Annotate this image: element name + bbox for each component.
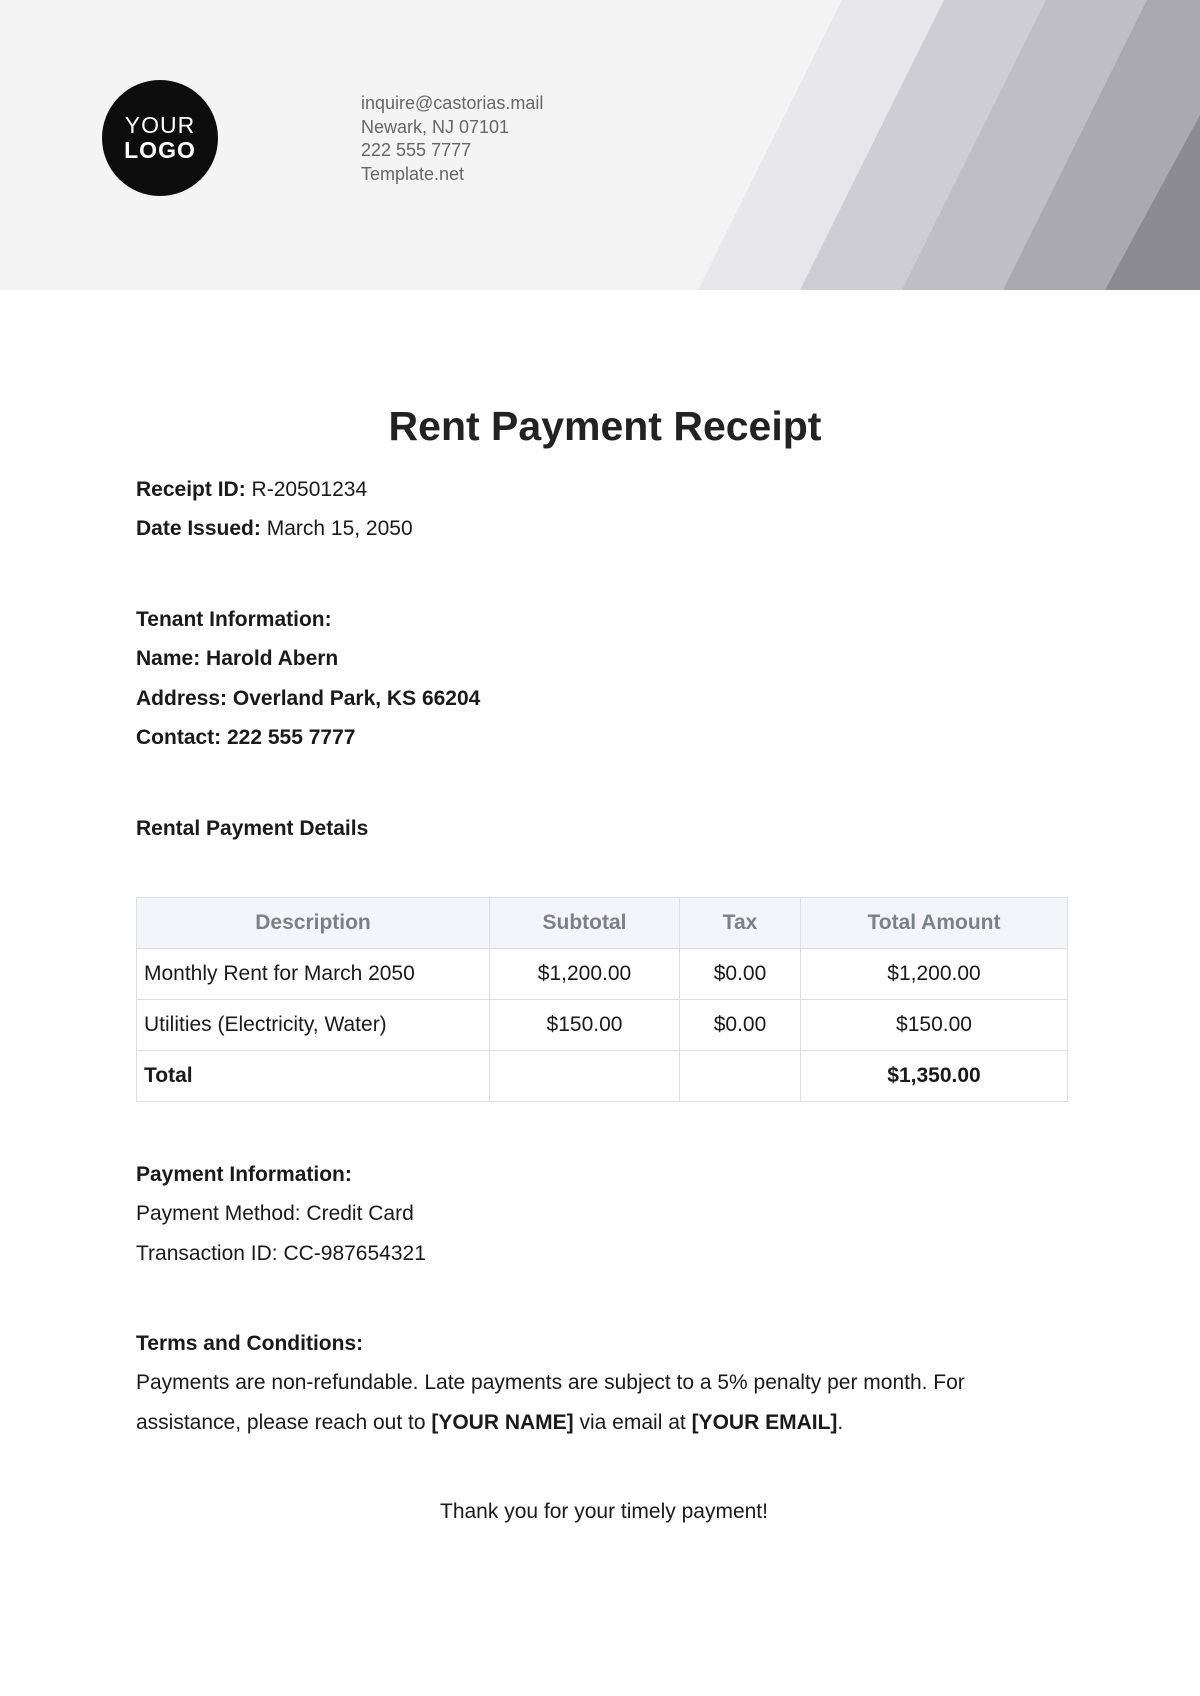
- terms-text: via email at: [573, 1411, 692, 1434]
- total-value: $1,350.00: [801, 1051, 1068, 1102]
- receipt-id: [136, 477, 367, 503]
- cell-subtotal: $150.00: [490, 1000, 680, 1051]
- table-total-row: [137, 1051, 1068, 1102]
- cell-tax: $0.00: [680, 1000, 801, 1051]
- col-subtotal: Subtotal: [490, 898, 680, 949]
- logo-line1: YOUR: [124, 112, 196, 138]
- transaction-id: Transaction ID: CC-987654321: [136, 1242, 426, 1265]
- tenant-heading: Tenant Information:: [136, 608, 332, 631]
- date-issued-value: March 15, 2050: [266, 517, 413, 540]
- logo: [102, 80, 218, 196]
- table-row: [137, 949, 1068, 1000]
- payment-table: [136, 897, 1068, 1102]
- details-heading: Rental Payment Details: [136, 817, 369, 840]
- cell-tax: $0.00: [680, 949, 801, 1000]
- cell-description: Monthly Rent for March 2050: [137, 949, 490, 1000]
- date-issued: [136, 516, 413, 542]
- logo-line2: LOGO: [124, 137, 196, 163]
- table-header-row: [137, 898, 1068, 949]
- terms-line1: Payments are non-refundable. Late payments are subject to a 5% penalty per month. For: [136, 1371, 965, 1394]
- empty-cell: [680, 1051, 801, 1102]
- tenant-contact: Contact: 222 555 7777: [136, 726, 356, 749]
- col-total: Total Amount: [801, 898, 1068, 949]
- website: Template.net: [361, 163, 465, 184]
- total-label: Total: [137, 1051, 490, 1102]
- thank-you: Thank you for your timely payment!: [440, 1500, 768, 1523]
- cell-subtotal: $1,200.00: [490, 949, 680, 1000]
- address: Newark, NJ 07101: [361, 116, 510, 137]
- placeholder-name: [YOUR NAME]: [431, 1411, 574, 1434]
- receipt-id-value: R-20501234: [251, 478, 368, 501]
- terms-heading: Terms and Conditions:: [136, 1332, 364, 1355]
- table-row: [137, 1000, 1068, 1051]
- col-tax: Tax: [680, 898, 801, 949]
- receipt-id-label: Receipt ID:: [136, 478, 246, 501]
- tenant-name: Name: Harold Abern: [136, 647, 339, 670]
- placeholder-email: [YOUR EMAIL]: [691, 1411, 838, 1434]
- tenant-address: Address: Overland Park, KS 66204: [136, 687, 481, 710]
- cell-description: Utilities (Electricity, Water): [137, 1000, 490, 1051]
- payment-method: Payment Method: Credit Card: [136, 1202, 414, 1225]
- terms-line2: [136, 1410, 843, 1436]
- date-issued-label: Date Issued:: [136, 517, 261, 540]
- cell-total: $150.00: [801, 1000, 1068, 1051]
- col-description: Description: [137, 898, 490, 949]
- contact-info: [361, 92, 543, 186]
- empty-cell: [490, 1051, 680, 1102]
- page-title: Rent Payment Receipt: [388, 403, 822, 449]
- terms-text: .: [837, 1411, 844, 1434]
- payment-heading: Payment Information:: [136, 1163, 352, 1186]
- phone: 222 555 7777: [361, 140, 472, 160]
- cell-total: $1,200.00: [801, 949, 1068, 1000]
- email: inquire@castorias.mail: [361, 93, 544, 113]
- terms-text: assistance, please reach out to: [136, 1411, 432, 1434]
